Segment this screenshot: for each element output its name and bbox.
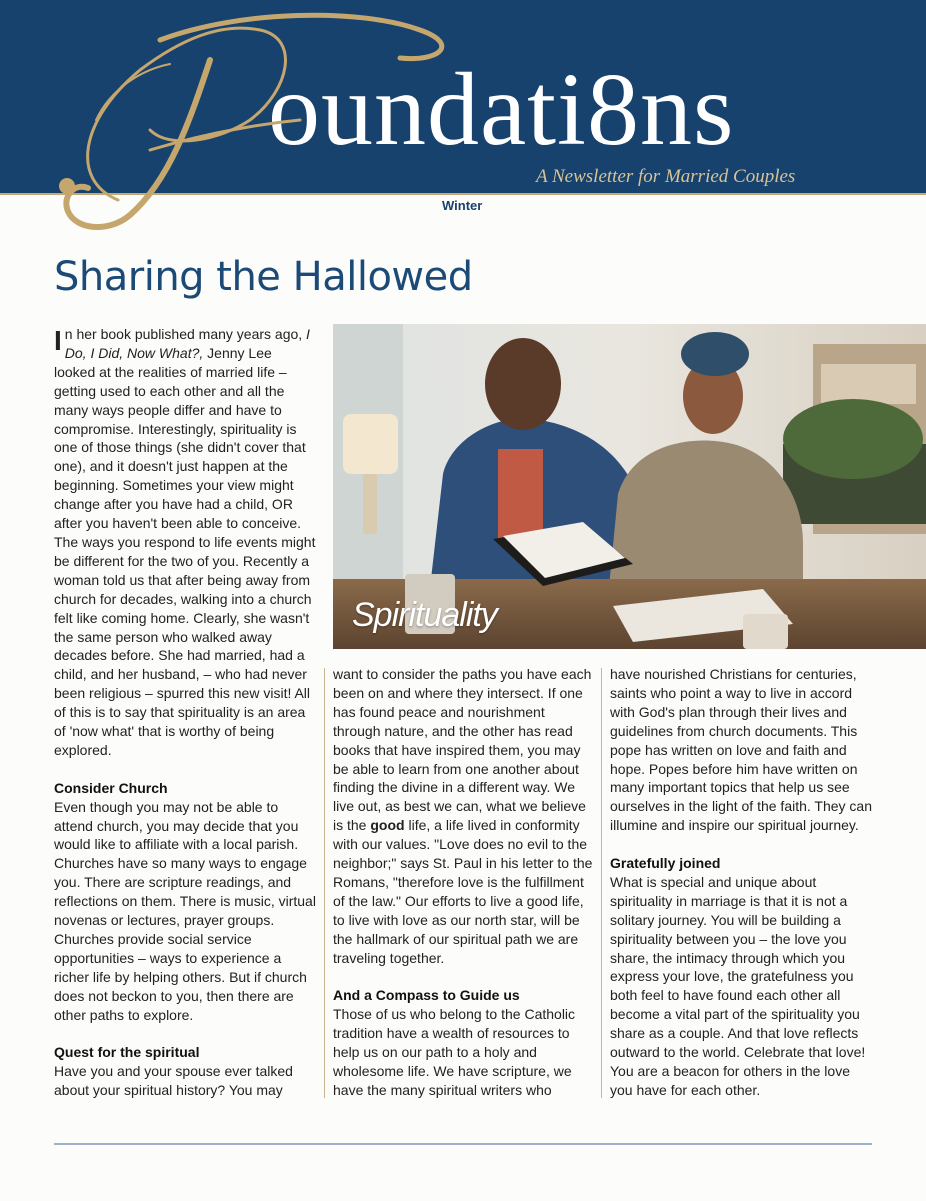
article-column-3 bbox=[610, 665, 872, 1100]
paragraph-paths: want to consider the paths you have each been on and where they intersect. If one has found peace and nourishment through nature, and the other has read books that have inspired them, you may be able to learn from one another about finding the divine in a different way. We live out, as best we can, what we believe is the good life, a life lived in conformity with our values. "Love does no evil to the neighbor;" says St. Paul in his letter to the Romans, "therefore love is the fulfillment of the law." Our efforts to live a good life, to live with love as our north star, will be the hallmark of our spiritual path we are traveling together. bbox=[333, 666, 593, 966]
paragraph-christians: have nourished Christians for centuries, saints who point a way to live in accord with God's plan through their lives and guidelines from church documents. This pope has written on love and faith and hope. Popes before him have written on many important topics that help us see ourselves in the light of the faith. They can illumine and inspire our spiritual journey. bbox=[610, 666, 873, 834]
paragraph-gratefully-joined: What is special and unique about spirituality in marriage is that it is not a solitary journey. You will be building a spirituality between you – the love you share, the intimacy through which you express your love, the gratefulness you both feel to have found each other all become a vital part of the spirituality you share as a couple. And that love reflects outward to the world. Celebrate that love! You are a beacon for others in the love you have for each other. bbox=[610, 873, 866, 1098]
masthead-brand-word: oundati8ns bbox=[268, 52, 735, 167]
heading-gratefully-joined: Gratefully joined bbox=[610, 855, 721, 872]
heading-quest-spiritual: Quest for the spiritual bbox=[54, 1044, 200, 1061]
issue-season: Winter bbox=[442, 198, 483, 213]
paragraph-quest-spiritual: Have you and your spouse ever talked about your spiritual history? You may bbox=[54, 1063, 293, 1099]
column-divider bbox=[601, 668, 602, 1098]
photo-caption: Spirituality bbox=[352, 596, 497, 634]
article-title: Sharing the Hallowed bbox=[54, 254, 473, 300]
masthead-tagline: A Newsletter for Married Couples bbox=[536, 166, 796, 187]
article-column-2 bbox=[333, 665, 593, 1100]
drop-cap: I bbox=[54, 325, 62, 356]
footer-rule bbox=[54, 1143, 872, 1145]
paragraph-compass: Those of us who belong to the Catholic tradition have a wealth of resources to help us on our path to a holy and wholesome life. We have scripture, we have the many spiritual writers who bbox=[333, 1006, 576, 1098]
heading-consider-church: Consider Church bbox=[54, 779, 168, 796]
intro-paragraph: In her book published many years ago, I Do, I Did, Now What?, Jenny Lee looked at the realities of married life – getting used to each other and all the many ways people differ and have to compromise. Interestingly, spirituality is one of those things (she didn't cover that one), and it doesn't just happen at the beginning. Sometimes your view might change after you have had a child, OR after you haven't been able to conceive. The ways you respond to life events might be different for the two of you. Recently a woman told us that after being away from church for decades, walking into a church felt like coming home. Clearly, she wasn't the same person who walked away decades before. She had married, had a child, and her husband, – who had never been religious – spurred this new visit! All of this is to say that spirituality is an area of 'now what' that is worthy of being explored. bbox=[54, 325, 316, 758]
article-column-1 bbox=[54, 325, 316, 1100]
paragraph-consider-church: Even though you may not be able to attend church, you may decide that you would like to affiliate with a local parish. Churches have so many ways to engage you. There are scripture readings, and reflections on them. There is music, virtual novenas or lectures, prayer groups. Churches provide social service opportunities – ways to experience a richer life by helping others. But if church does not beckon to you, then there are other paths to explore. bbox=[54, 798, 316, 1023]
column-divider bbox=[324, 668, 325, 1098]
book-title: I Do, I Did, Now What?, bbox=[64, 326, 310, 361]
heading-compass: And a Compass to Guide us bbox=[333, 987, 520, 1004]
